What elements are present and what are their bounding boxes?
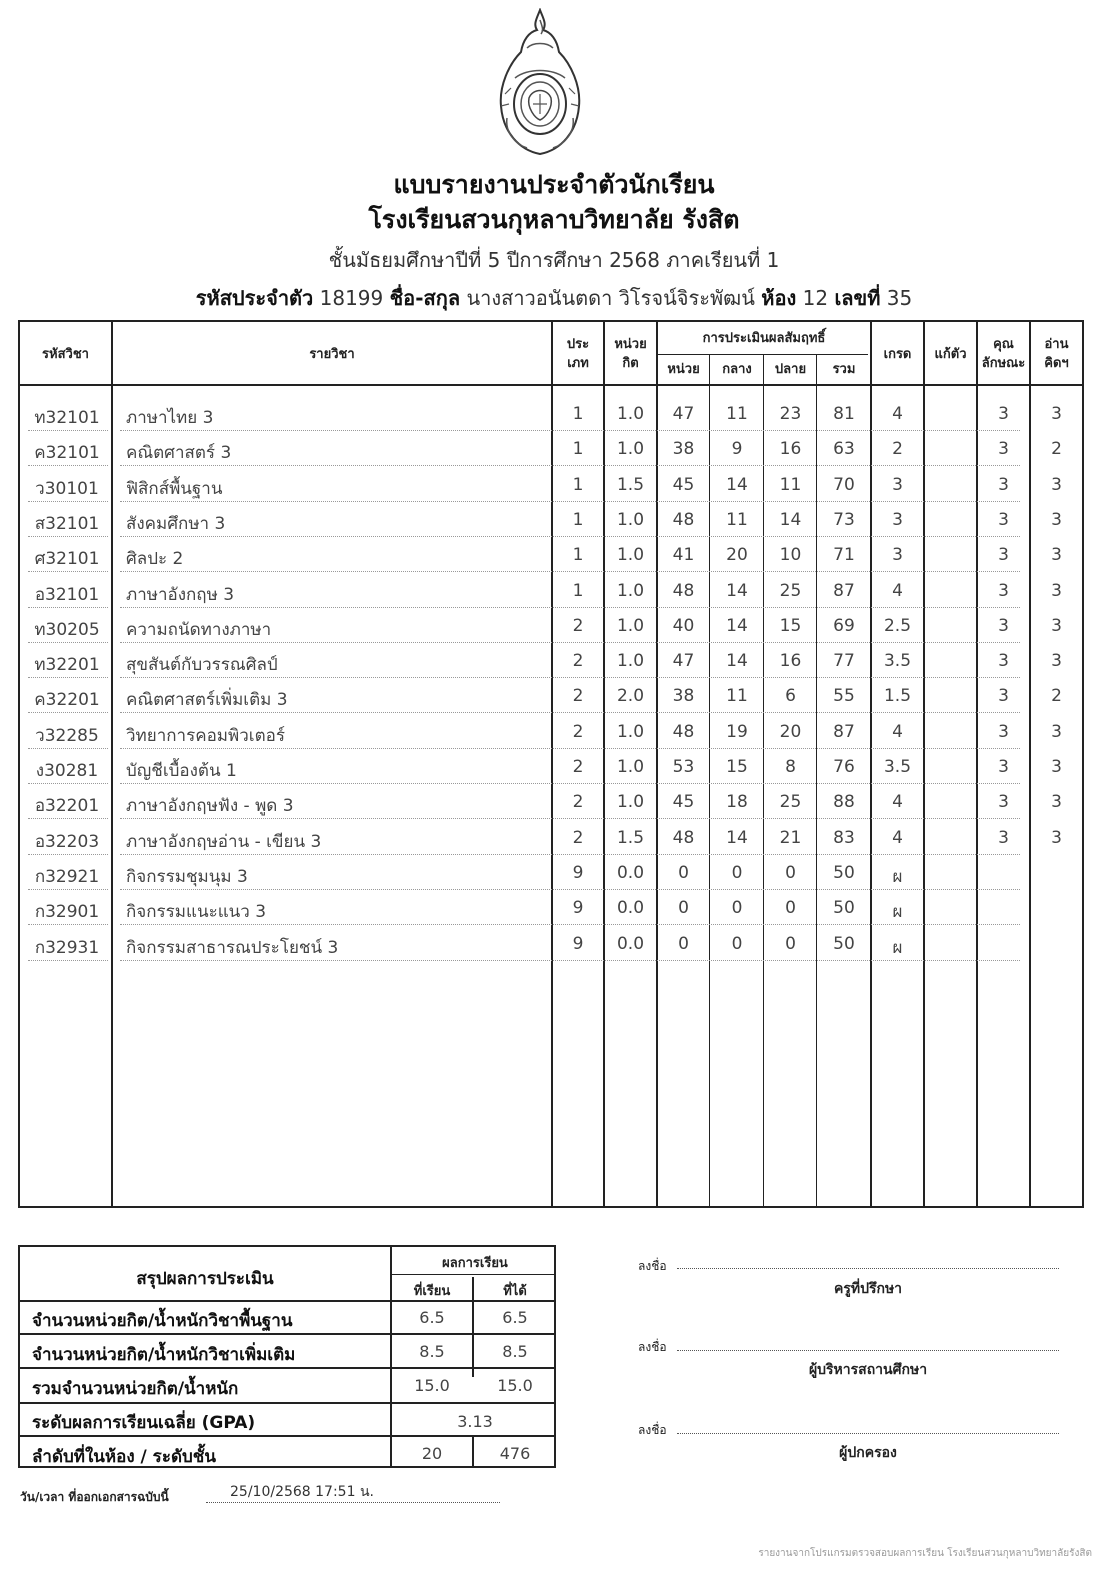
row-code: ศ32101 [34, 549, 100, 570]
summary-basic-credits-earned: 6.5 [502, 1308, 528, 1327]
row-unit-score: 38 [672, 439, 695, 460]
row-midterm-score: 11 [726, 686, 748, 707]
row-final-score: 16 [779, 651, 802, 672]
row-reading: 3 [1051, 404, 1062, 424]
table-row [20, 722, 1082, 757]
row-type: 2 [572, 721, 584, 742]
header-type-2: เภท [567, 356, 589, 371]
summary-basic-credits-studied: 6.5 [419, 1308, 445, 1327]
row-type: 2 [572, 792, 584, 813]
row-final-score: 6 [785, 686, 796, 707]
advisor-sign-label: ลงชื่อ [638, 1259, 667, 1273]
row-type: 9 [572, 898, 584, 919]
row-characteristic: 3 [998, 651, 1009, 672]
row-total-score: 55 [833, 686, 855, 707]
row-unit-score: 40 [672, 615, 695, 636]
row-code: ว30101 [35, 478, 99, 499]
student-number: 35 [886, 286, 913, 310]
row-final-score: 10 [779, 545, 802, 566]
row-type: 1 [572, 474, 584, 495]
row-subject: คณิตศาสตร์เพิ่มเติม 3 [126, 690, 288, 711]
header-grade: เกรด [883, 347, 912, 362]
row-midterm-score: 14 [726, 651, 748, 672]
row-reading: 3 [1051, 651, 1062, 672]
row-characteristic: 3 [998, 615, 1009, 636]
row-total-score: 71 [833, 545, 855, 566]
row-characteristic: 3 [998, 580, 1009, 601]
header-fix: แก้ตัว [934, 347, 967, 362]
row-unit-score: 47 [672, 651, 695, 672]
row-grade: 3 [892, 509, 903, 530]
summary-result-header: ผลการเรียน [442, 1256, 508, 1271]
row-type: 2 [572, 651, 584, 672]
header-reading-1: อ่าน [1044, 337, 1069, 352]
row-code: ก32901 [34, 902, 100, 923]
director-role: ผู้บริหารสถานศึกษา [808, 1362, 928, 1378]
director-sign-line [677, 1350, 1059, 1351]
header-unit: หน่วย [667, 362, 700, 377]
summary-earned-header: ที่ได้ [503, 1284, 527, 1299]
summary-total-credits-studied: 15.0 [414, 1376, 450, 1395]
parent-sign-line [677, 1433, 1059, 1434]
summary-additional-credits-label: จำนวนหน่วยกิต/น้ำหนักวิชาเพิ่มเติม [32, 1345, 296, 1365]
row-reading: 2 [1051, 439, 1062, 460]
row-reading: 3 [1051, 792, 1062, 813]
row-code: ท32101 [34, 408, 100, 428]
summary-studied-header: ที่เรียน [413, 1284, 451, 1299]
table-row [20, 686, 1082, 721]
summary-basic-credits-label: จำนวนหน่วยกิต/น้ำหนักวิชาพื้นฐาน [32, 1311, 293, 1331]
row-midterm-score: 11 [726, 509, 748, 530]
summary-additional-credits-studied: 8.5 [419, 1342, 445, 1361]
row-total-score: 76 [833, 757, 855, 777]
header-type-1: ประ [566, 337, 590, 352]
row-total-score: 50 [833, 898, 855, 919]
row-total-score: 77 [833, 651, 855, 672]
row-unit-score: 48 [672, 509, 695, 530]
advisor-sign-line [677, 1268, 1059, 1269]
row-credit: 1.0 [616, 651, 645, 672]
issue-date-value: 25/10/2568 17:51 น. [230, 1484, 374, 1500]
row-unit-score: 45 [672, 474, 695, 495]
row-grade: 4 [892, 721, 903, 742]
row-credit: 1.0 [616, 757, 645, 777]
row-total-score: 88 [833, 792, 855, 813]
row-grade: 2.5 [883, 615, 912, 636]
row-characteristic: 3 [998, 827, 1009, 848]
student-info-line [0, 282, 1108, 314]
row-code: ว32285 [35, 725, 99, 746]
row-final-score: 16 [779, 439, 802, 460]
row-code: ค32101 [34, 443, 100, 464]
row-type: 9 [572, 862, 584, 883]
row-reading: 3 [1051, 757, 1062, 777]
row-unit-score: 53 [672, 757, 695, 777]
row-midterm-score: 0 [731, 862, 743, 883]
row-code: อ32101 [34, 584, 100, 605]
director-sign-label: ลงชื่อ [638, 1340, 667, 1354]
table-row [20, 863, 1082, 898]
row-credit: 1.0 [616, 580, 645, 601]
issue-date-line [206, 1502, 500, 1503]
row-code: ท30205 [34, 619, 100, 640]
row-unit-score: 41 [672, 545, 695, 566]
row-final-score: 25 [779, 580, 802, 601]
row-subject: ฟิสิกส์พื้นฐาน [126, 478, 223, 499]
row-credit: 0.0 [616, 862, 645, 883]
row-credit: 1.0 [616, 792, 645, 813]
row-unit-score: 0 [678, 933, 689, 954]
summary-table [18, 1245, 556, 1468]
row-subject: วิทยาการคอมพิวเตอร์ [126, 725, 285, 746]
row-grade: 3.5 [883, 757, 912, 777]
header-reading-2: คิดฯ [1044, 356, 1069, 371]
rank-in-level: 476 [499, 1444, 531, 1463]
row-grade: 3 [892, 474, 903, 495]
row-subject: ศิลปะ 2 [126, 549, 184, 570]
row-grade: 3.5 [883, 651, 912, 672]
row-final-score: 15 [779, 615, 802, 636]
table-row [20, 651, 1082, 686]
row-credit: 1.5 [616, 474, 645, 495]
row-credit: 2.0 [616, 686, 645, 707]
row-midterm-score: 14 [726, 580, 748, 601]
row-grade: ผ [892, 937, 903, 958]
row-midterm-score: 11 [726, 404, 748, 424]
row-subject: ภาษาอังกฤษฟัง - พูด 3 [126, 796, 294, 817]
row-total-score: 63 [833, 439, 855, 460]
row-reading: 2 [1051, 686, 1062, 707]
row-type: 1 [572, 545, 584, 566]
row-grade: 4 [892, 827, 903, 848]
row-code: ง30281 [35, 761, 99, 781]
row-final-score: 11 [779, 474, 802, 495]
row-code: อ32203 [34, 831, 100, 852]
row-subject: ภาษาอังกฤษ 3 [126, 584, 235, 605]
table-row [20, 616, 1082, 651]
level-line: ชั้นมัธยมศึกษาปีที่ 5 ปีการศึกษา 2568 ภาคเรียนที่ 1 [328, 248, 780, 272]
row-subject: กิจกรรมแนะแนว 3 [126, 902, 267, 923]
row-final-score: 0 [785, 862, 796, 883]
header-characteristic-1: คุณ [993, 337, 1014, 352]
row-unit-score: 48 [672, 827, 695, 848]
student-id: 18199 [319, 286, 384, 310]
row-total-score: 69 [833, 615, 855, 636]
row-grade: 4 [892, 580, 903, 601]
gpa-value: 3.13 [457, 1412, 493, 1431]
row-credit: 0.0 [616, 898, 645, 919]
row-grade: 3 [892, 545, 903, 566]
row-midterm-score: 0 [731, 898, 743, 919]
row-type: 1 [572, 580, 584, 601]
row-total-score: 50 [833, 862, 855, 883]
row-credit: 1.0 [616, 439, 645, 460]
row-final-score: 25 [779, 792, 802, 813]
rank-label: ลำดับที่ในห้อง / ระดับชั้น [32, 1447, 216, 1467]
row-characteristic: 3 [998, 404, 1009, 424]
advisor-role: ครูที่ปรึกษา [833, 1281, 903, 1297]
summary-total-credits-label: รวมจำนวนหน่วยกิต/น้ำหนัก [32, 1379, 239, 1399]
row-characteristic: 3 [998, 439, 1009, 460]
student-number-label: เลขที่ [834, 286, 881, 310]
row-reading: 3 [1051, 721, 1062, 742]
header-subject: รายวิชา [309, 347, 355, 362]
row-final-score: 20 [779, 721, 802, 742]
report-title: แบบรายงานประจำตัวนักเรียน [393, 170, 715, 199]
table-row [20, 828, 1082, 863]
row-characteristic: 3 [998, 686, 1009, 707]
row-reading: 3 [1051, 615, 1062, 636]
row-subject: สังคมศึกษา 3 [126, 513, 226, 534]
row-subject: ภาษาอังกฤษอ่าน - เขียน 3 [126, 831, 322, 852]
school-emblem-logo [497, 8, 583, 158]
row-subject: กิจกรรมสาธารณประโยชน์ 3 [126, 937, 339, 958]
row-subject: สุขสันต์กับวรรณศิลป์ [126, 655, 278, 676]
row-credit: 1.0 [616, 721, 645, 742]
row-reading: 3 [1051, 509, 1062, 530]
issue-date-label: วัน/เวลา ที่ออกเอกสารฉบับนี้ [20, 1490, 169, 1504]
row-unit-score: 0 [678, 898, 689, 919]
row-total-score: 87 [833, 580, 855, 601]
row-subject: บัญชีเบื้องต้น 1 [126, 761, 237, 781]
row-type: 1 [572, 404, 584, 424]
row-midterm-score: 0 [731, 933, 743, 954]
row-midterm-score: 9 [731, 439, 743, 460]
row-characteristic: 3 [998, 757, 1009, 777]
table-row [20, 898, 1082, 933]
rank-in-room: 20 [421, 1444, 443, 1463]
row-midterm-score: 14 [726, 827, 748, 848]
header-total: รวม [832, 362, 856, 377]
row-total-score: 83 [833, 827, 855, 848]
row-grade: ผ [892, 902, 903, 923]
row-final-score: 14 [779, 509, 802, 530]
row-total-score: 73 [833, 509, 855, 530]
row-type: 9 [572, 933, 584, 954]
row-unit-score: 48 [672, 580, 695, 601]
row-code: ก32921 [34, 866, 100, 887]
row-reading: 3 [1051, 580, 1062, 601]
row-grade: 4 [892, 792, 903, 813]
row-characteristic: 3 [998, 474, 1009, 495]
gpa-label: ระดับผลการเรียนเฉลี่ย (GPA) [32, 1413, 256, 1433]
row-type: 1 [572, 509, 584, 530]
row-midterm-score: 20 [726, 545, 748, 566]
row-credit: 1.0 [616, 509, 645, 530]
row-type: 2 [572, 827, 584, 848]
table-row [20, 475, 1082, 510]
row-midterm-score: 14 [726, 474, 748, 495]
row-final-score: 21 [779, 827, 802, 848]
row-total-score: 70 [833, 474, 855, 495]
row-reading: 3 [1051, 474, 1062, 495]
room-label: ห้อง [761, 286, 797, 310]
table-row [20, 757, 1082, 792]
row-credit: 1.0 [616, 404, 645, 424]
row-unit-score: 38 [672, 686, 695, 707]
row-total-score: 50 [833, 933, 855, 954]
row-grade: 4 [892, 404, 903, 424]
row-subject: ภาษาไทย 3 [126, 408, 214, 428]
header-assessment: การประเมินผลสัมฤทธิ์ [702, 331, 826, 346]
row-characteristic: 3 [998, 721, 1009, 742]
row-final-score: 8 [785, 757, 796, 777]
summary-additional-credits-earned: 8.5 [502, 1342, 528, 1361]
row-code: ก32931 [34, 937, 100, 958]
row-credit: 1.0 [616, 615, 645, 636]
row-type: 2 [572, 615, 584, 636]
row-unit-score: 45 [672, 792, 695, 813]
room-number: 12 [802, 286, 829, 310]
header-credit-2: กิต [622, 356, 639, 371]
summary-title: สรุปผลการประเมิน [136, 1269, 274, 1289]
header-mid: กลาง [722, 362, 752, 377]
row-code: อ32201 [34, 796, 100, 817]
grades-table [18, 320, 1084, 1208]
school-name: โรงเรียนสวนกุหลาบวิทยาลัย รังสิต [368, 205, 740, 234]
row-reading: 3 [1051, 827, 1062, 848]
header-final: ปลาย [774, 362, 807, 377]
table-row [20, 545, 1082, 580]
summary-total-credits-earned: 15.0 [497, 1376, 533, 1395]
row-type: 2 [572, 686, 584, 707]
row-grade: 2 [892, 439, 903, 460]
row-grade: 1.5 [883, 686, 912, 707]
row-final-score: 23 [779, 404, 802, 424]
table-row [20, 404, 1082, 439]
row-midterm-score: 19 [726, 721, 748, 742]
row-credit: 1.0 [616, 545, 645, 566]
row-code: ท32201 [34, 655, 100, 676]
row-characteristic: 3 [998, 545, 1009, 566]
report-footer: รายงานจากโปรแกรมตรวจสอบผลการเรียน โรงเรียนสวนกุหลาบวิทยาลัยรังสิต [758, 1548, 1092, 1559]
parent-sign-label: ลงชื่อ [638, 1423, 667, 1437]
row-characteristic: 3 [998, 509, 1009, 530]
row-reading: 3 [1051, 545, 1062, 566]
header-code: รหัสวิชา [42, 347, 89, 362]
row-unit-score: 0 [678, 862, 689, 883]
header-characteristic-2: ลักษณะ [981, 356, 1026, 371]
row-final-score: 0 [785, 933, 796, 954]
row-credit: 0.0 [616, 933, 645, 954]
row-total-score: 87 [833, 721, 855, 742]
table-row [20, 439, 1082, 474]
parent-role: ผู้ปกครอง [839, 1445, 897, 1461]
table-row [20, 934, 1082, 969]
table-row [20, 792, 1082, 827]
table-row [20, 510, 1082, 545]
row-characteristic: 3 [998, 792, 1009, 813]
row-subject: กิจกรรมชุมนุม 3 [126, 866, 248, 887]
table-row [20, 581, 1082, 616]
row-midterm-score: 18 [726, 792, 748, 813]
row-credit: 1.5 [616, 827, 645, 848]
row-type: 2 [572, 757, 584, 777]
row-type: 1 [572, 439, 584, 460]
student-name-label: ชื่อ-สกุล [389, 286, 461, 310]
row-midterm-score: 15 [726, 757, 748, 777]
row-midterm-score: 14 [726, 615, 748, 636]
student-name: นางสาวอนันตดา วิโรจน์จิระพัฒน์ [466, 286, 755, 310]
row-unit-score: 47 [672, 404, 695, 424]
row-final-score: 0 [785, 898, 796, 919]
student-id-label: รหัสประจำตัว [195, 286, 314, 310]
row-unit-score: 48 [672, 721, 695, 742]
row-grade: ผ [892, 866, 903, 887]
row-subject: ความถนัดทางภาษา [126, 619, 272, 640]
row-code: ค32201 [34, 690, 100, 711]
row-total-score: 81 [833, 404, 855, 424]
header-credit-1: หน่วย [614, 337, 647, 352]
row-code: ส32101 [34, 513, 100, 534]
row-subject: คณิตศาสตร์ 3 [126, 443, 232, 464]
